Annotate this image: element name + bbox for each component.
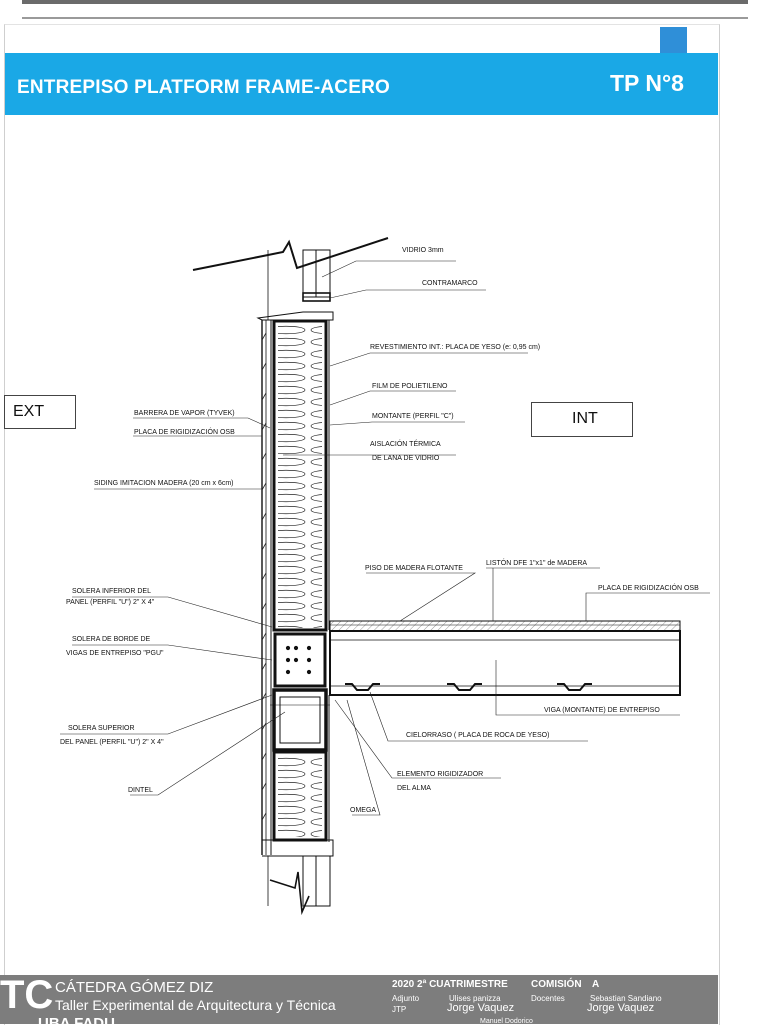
lintel [270, 690, 330, 750]
label-placa-osb-wall: PLACA DE RIGIDIZACIÓN OSB [134, 429, 235, 436]
label-contramarco: CONTRAMARCO [422, 280, 478, 287]
label-revestimiento: REVESTIMIENTO INT.: PLACA DE YESO (e: 0,95 cm) [370, 344, 541, 351]
wall-exterior-layers [262, 250, 271, 855]
label-viga: VIGA (MONTANTE) DE ENTREPISO [544, 707, 660, 714]
footer-adjunto-label: Adjunto [392, 994, 420, 1003]
label-film: FILM DE POLIETILENO [372, 383, 448, 390]
footer-logo: TC [0, 973, 54, 1017]
label-siding: SIDING IMITACION MADERA (20 cm x 6cm) [94, 480, 234, 487]
lower-stud-panel [274, 695, 329, 842]
break-line-top [193, 238, 388, 270]
label-solera-borde-1: SOLERA DE BORDE DE [72, 636, 151, 643]
edge-track [275, 634, 325, 686]
footer-taller: Taller Experimental de Arquitectura y Técnica [55, 997, 336, 1013]
label-liston: LISTÓN DFE 1"x1" de MADERA [486, 560, 588, 567]
footer-comision-value: A [592, 979, 600, 990]
label-omega: OMEGA [350, 807, 377, 814]
label-solera-inf-1: SOLERA INFERIOR DEL [72, 588, 151, 595]
page-title: ENTREPISO PLATFORM FRAME-ACERO [17, 77, 390, 98]
footer-uba: UBA FADU [38, 1015, 115, 1032]
footer-adjunto-name: Ulises panizza [449, 994, 501, 1003]
footer-jtp-label: JTP [392, 1005, 407, 1014]
label-solera-sup-2: DEL PANEL (PERFIL "U") 2" X 4" [60, 739, 164, 746]
upper-stud-panel [274, 320, 329, 630]
label-barrera: BARRERA DE VAPOR (TYVEK) [134, 410, 235, 417]
footer-docentes-name-2: Jorge Vaquez [587, 1002, 655, 1014]
label-solera-sup-1: SOLERA SUPERIOR [68, 725, 135, 732]
label-aislacion-1: AISLACIÓN TÉRMICA [370, 441, 441, 448]
label-cielorraso: CIELORRASO ( PLACA DE ROCA DE YESO) [406, 732, 550, 739]
footer-comision-label: COMISIÓN [531, 979, 582, 990]
label-placa-osb-floor: PLACA DE RIGIDIZACIÓN OSB [598, 585, 699, 592]
label-elemento-2: DEL ALMA [397, 785, 431, 792]
floor-assembly [330, 621, 680, 695]
int-label: INT [572, 410, 598, 427]
label-solera-inf-2: PANEL (PERFIL "U") 2" X 4" [66, 599, 155, 606]
label-aislacion-2: DE LANA DE VIDRIO [372, 455, 440, 462]
footer-term: 2020 2ª CUATRIMESTRE [392, 979, 508, 990]
footer-jtp-name: Jorge Vaquez [447, 1002, 515, 1014]
label-vidrio: VIDRIO 3mm [402, 247, 444, 254]
tp-number: TP N°8 [610, 70, 684, 96]
footer-catedra: CÁTEDRA GÓMEZ DIZ [55, 979, 214, 996]
label-montante: MONTANTE (PERFIL "C") [372, 413, 454, 420]
footer-docentes-name-1: Sebastian Sandiano [590, 994, 662, 1003]
ext-label: EXT [13, 403, 45, 420]
footer-bar [0, 973, 718, 1032]
label-dintel: DINTEL [128, 787, 153, 794]
footer-extra-name: Manuel Dodorico [480, 1018, 533, 1025]
footer-docentes-label: Docentes [531, 994, 565, 1003]
annotations [60, 247, 699, 814]
label-elemento-1: ELEMENTO RIGIDIZADOR [397, 771, 484, 778]
label-solera-borde-2: VIGAS DE ENTREPISO "PGU" [66, 650, 164, 657]
label-piso: PISO DE MADERA FLOTANTE [365, 565, 463, 572]
